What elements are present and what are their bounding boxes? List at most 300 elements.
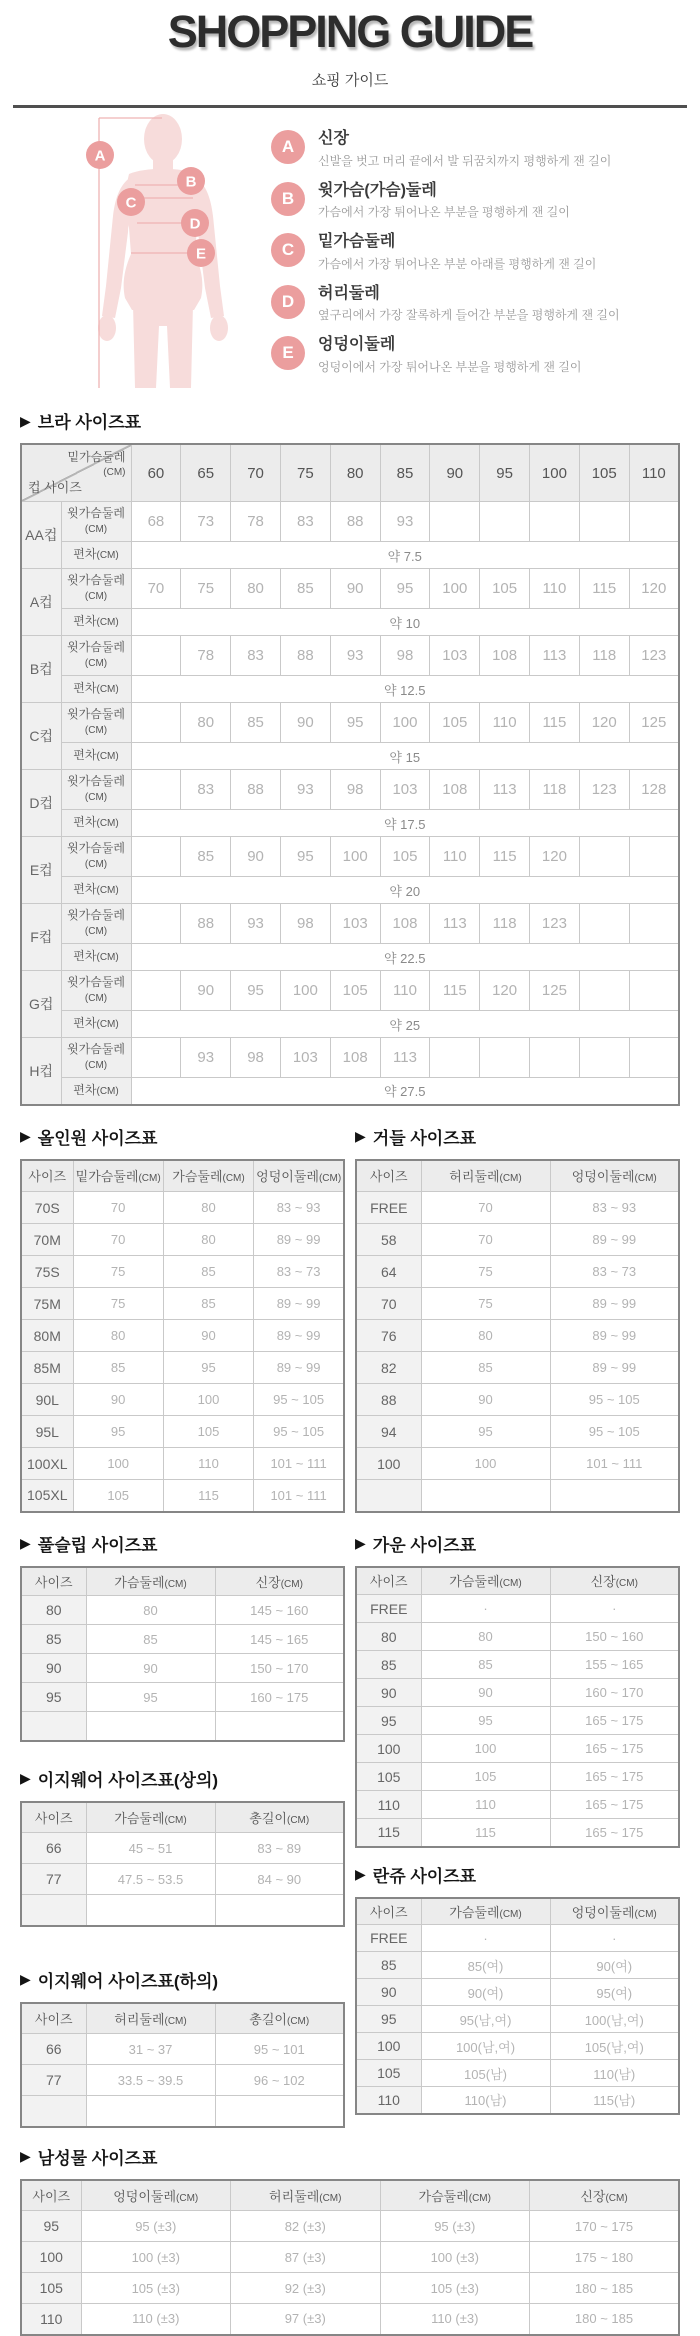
value-cell: 89 ~ 99 bbox=[254, 1352, 344, 1384]
section-heading-lanju: ▶ 란쥬 사이즈표 bbox=[355, 1866, 477, 1886]
value-cell: 45 ~ 51 bbox=[86, 1833, 215, 1864]
column-header: 신장(CM) bbox=[215, 1567, 344, 1596]
section-heading-easybottom: ▶ 이지웨어 사이즈표(하의) bbox=[20, 1971, 219, 1991]
table-row bbox=[21, 944, 679, 971]
unit-label: (CM) bbox=[96, 550, 119, 562]
value-cell: 88 bbox=[280, 636, 330, 676]
unit-label: (CM) bbox=[84, 792, 108, 804]
row-label-bust: 윗가슴둘레 (CM) bbox=[61, 636, 131, 676]
table-header-row bbox=[21, 1160, 344, 1192]
unit-label: (CM) bbox=[164, 1814, 187, 1826]
value-cell: 123 bbox=[629, 636, 679, 676]
measure-item-text bbox=[305, 336, 581, 375]
value-cell: 89 ~ 99 bbox=[254, 1288, 344, 1320]
value-cell bbox=[215, 1712, 344, 1741]
table-row bbox=[21, 609, 679, 636]
corner-header-cell bbox=[21, 444, 131, 502]
row-label-bust: 윗가슴둘레 (CM) bbox=[61, 1038, 131, 1078]
row-label-deviation: 편차(CM) bbox=[61, 676, 131, 703]
table-row bbox=[356, 1979, 679, 2006]
row-label-bust: 윗가슴둘레 (CM) bbox=[61, 502, 131, 542]
table-row bbox=[21, 1288, 344, 1320]
measure-item-text bbox=[305, 285, 620, 324]
value-cell: 31 ~ 37 bbox=[86, 2034, 215, 2065]
row-label-deviation: 편차(CM) bbox=[61, 944, 131, 971]
value-cell: 83 ~ 93 bbox=[550, 1192, 679, 1224]
column-header: 사이즈 bbox=[21, 1160, 73, 1192]
row-header-cell: 75S bbox=[21, 1256, 73, 1288]
value-cell: 110 bbox=[430, 837, 480, 877]
section-heading-gown: ▶ 가운 사이즈표 bbox=[355, 1535, 477, 1555]
value-cell: 95 bbox=[73, 1416, 163, 1448]
unit-label: (CM) bbox=[164, 1578, 187, 1590]
gown-size-table bbox=[355, 1566, 680, 1848]
table-row bbox=[21, 2034, 344, 2065]
value-cell: 120 bbox=[480, 971, 530, 1011]
table-row bbox=[21, 502, 679, 542]
value-cell bbox=[579, 1038, 629, 1078]
unit-label: (CM) bbox=[84, 524, 108, 536]
unit-label: (CM) bbox=[84, 993, 108, 1005]
value-cell: 98 bbox=[280, 904, 330, 944]
value-cell: 33.5 ~ 39.5 bbox=[86, 2065, 215, 2096]
row-header-cell: FREE bbox=[356, 1192, 421, 1224]
value-cell: 103 bbox=[330, 904, 380, 944]
value-cell: 180 ~ 185 bbox=[530, 2273, 680, 2304]
value-cell: 85(여) bbox=[421, 1952, 550, 1979]
value-cell: 100(남,여) bbox=[421, 2033, 550, 2060]
value-cell: 90 bbox=[86, 1654, 215, 1683]
mens-size-table bbox=[20, 2179, 680, 2336]
value-cell: 100 bbox=[430, 569, 480, 609]
value-cell: 98 bbox=[380, 636, 430, 676]
gown-section bbox=[355, 1531, 680, 1848]
allinone-section bbox=[20, 1124, 345, 1513]
value-cell bbox=[530, 1038, 580, 1078]
value-cell: 108 bbox=[330, 1038, 380, 1078]
easytop-size-table bbox=[20, 1801, 345, 1927]
value-cell: 118 bbox=[480, 904, 530, 944]
value-cell: 80 bbox=[86, 1596, 215, 1625]
measure-item-text bbox=[305, 233, 596, 272]
value-cell: 95 ~ 101 bbox=[215, 2034, 344, 2065]
value-cell: 145 ~ 165 bbox=[215, 1625, 344, 1654]
value-cell: 120 bbox=[579, 703, 629, 743]
measure-letter-badge: B bbox=[271, 182, 305, 216]
column-header: 엉덩이둘레(CM) bbox=[550, 1898, 679, 1925]
table-header-row bbox=[356, 1898, 679, 1925]
value-cell: 90 bbox=[163, 1320, 253, 1352]
deviation-cell: 약 10 bbox=[131, 609, 679, 636]
value-cell: 180 ~ 185 bbox=[530, 2304, 680, 2335]
row-header-cell: 105 bbox=[356, 1763, 421, 1791]
value-cell: 89 ~ 99 bbox=[550, 1288, 679, 1320]
unit-label: (CM) bbox=[280, 1578, 303, 1590]
easybottom-size-table bbox=[20, 2002, 345, 2128]
bra-size-table bbox=[20, 443, 680, 1106]
table-row bbox=[21, 2065, 344, 2096]
page-title: SHOPPING GUIDE bbox=[167, 6, 533, 57]
triangle-icon: ▶ bbox=[20, 1971, 31, 1987]
value-cell bbox=[550, 1480, 679, 1512]
row-header-cell: 58 bbox=[356, 1224, 421, 1256]
value-cell: 108 bbox=[380, 904, 430, 944]
row-header-cell: 80M bbox=[21, 1320, 73, 1352]
value-cell bbox=[629, 904, 679, 944]
row-header-cell: FREE bbox=[356, 1925, 421, 1952]
allinone-size-table bbox=[20, 1159, 345, 1513]
value-cell: 88 bbox=[330, 502, 380, 542]
table-row bbox=[21, 1895, 344, 1926]
row-header-cell: 95 bbox=[356, 1707, 421, 1735]
value-cell: 89 ~ 99 bbox=[254, 1224, 344, 1256]
value-cell: 115 bbox=[163, 1480, 253, 1512]
table-row bbox=[21, 542, 679, 569]
table-row bbox=[356, 1707, 679, 1735]
value-cell: 78 bbox=[231, 502, 281, 542]
measure-item-title: 밑가슴둘레 bbox=[318, 233, 396, 251]
value-cell: 85 bbox=[280, 569, 330, 609]
table-row bbox=[356, 1416, 679, 1448]
unit-label: (CM) bbox=[164, 2015, 187, 2027]
value-cell: 118 bbox=[579, 636, 629, 676]
table-row bbox=[356, 1595, 679, 1623]
value-cell: 101 ~ 111 bbox=[254, 1480, 344, 1512]
measure-item-desc: 엉덩이에서 가장 튀어나온 부분을 평행하게 잰 길이 bbox=[318, 359, 582, 374]
unit-label: (CM) bbox=[84, 926, 108, 938]
value-cell: 80 bbox=[163, 1224, 253, 1256]
row-header-cell: 90 bbox=[356, 1979, 421, 2006]
row-header-cell: 85 bbox=[356, 1651, 421, 1679]
table-row bbox=[356, 2087, 679, 2114]
row-label-deviation: 편차(CM) bbox=[61, 877, 131, 904]
deviation-cell: 약 12.5 bbox=[131, 676, 679, 703]
value-cell: 97 (±3) bbox=[231, 2304, 381, 2335]
value-cell: 95 bbox=[380, 569, 430, 609]
value-cell: 85 bbox=[421, 1651, 550, 1679]
value-cell bbox=[215, 1895, 344, 1926]
value-cell: 115 bbox=[530, 703, 580, 743]
value-cell: 80 bbox=[181, 703, 231, 743]
band-size-header: 65 bbox=[181, 444, 231, 502]
deviation-cell: 약 25 bbox=[131, 1011, 679, 1038]
column-header: 엉덩이둘레(CM) bbox=[254, 1160, 344, 1192]
value-cell: 100 bbox=[280, 971, 330, 1011]
value-cell: 145 ~ 160 bbox=[215, 1596, 344, 1625]
value-cell: 95 bbox=[163, 1352, 253, 1384]
value-cell: 75 bbox=[73, 1256, 163, 1288]
row-header-cell: 66 bbox=[21, 1833, 86, 1864]
unit-label: (CM) bbox=[96, 1019, 119, 1031]
corner-label-underbust: 밑가슴둘레 (CM) bbox=[67, 450, 126, 479]
table-row bbox=[356, 1791, 679, 1819]
row-label-bust: 윗가슴둘레 (CM) bbox=[61, 904, 131, 944]
column-header: 사이즈 bbox=[21, 2003, 86, 2034]
row-header-cell bbox=[356, 1480, 421, 1512]
measure-item-title: 윗가슴(가슴)둘레 bbox=[318, 181, 437, 199]
unit-label: (CM) bbox=[615, 1578, 638, 1590]
table-row bbox=[356, 1288, 679, 1320]
value-cell bbox=[215, 2096, 344, 2127]
column-header: 가슴둘레(CM) bbox=[421, 1898, 550, 1925]
table-row bbox=[21, 1625, 344, 1654]
table-row bbox=[356, 2033, 679, 2060]
row-label-bust: 윗가슴둘레 (CM) bbox=[61, 703, 131, 743]
value-cell bbox=[629, 502, 679, 542]
value-cell: 70 bbox=[421, 1192, 550, 1224]
column-header: 엉덩이둘레(CM) bbox=[550, 1160, 679, 1192]
measure-item-title: 신장 bbox=[318, 130, 349, 147]
unit-label: (CM) bbox=[222, 1173, 245, 1185]
measure-letter-badge: D bbox=[271, 285, 305, 319]
column-header: 가슴둘레(CM) bbox=[86, 1567, 215, 1596]
triangle-icon: ▶ bbox=[20, 1128, 31, 1144]
value-cell: 82 (±3) bbox=[231, 2211, 381, 2242]
unit-label: (CM) bbox=[96, 952, 119, 964]
row-header-cell: 80 bbox=[356, 1623, 421, 1651]
figure-letter-b: B bbox=[185, 173, 197, 191]
column-header: 가슴둘레(CM) bbox=[421, 1567, 550, 1595]
value-cell: 105 bbox=[73, 1480, 163, 1512]
easywear-top-section bbox=[20, 1766, 345, 1927]
value-cell: 113 bbox=[480, 770, 530, 810]
value-cell: 95 bbox=[421, 1416, 550, 1448]
measure-item-title: 엉덩이둘레 bbox=[318, 336, 396, 354]
value-cell bbox=[131, 770, 181, 810]
table-row bbox=[21, 676, 679, 703]
value-cell: 113 bbox=[530, 636, 580, 676]
value-cell: 85 bbox=[181, 837, 231, 877]
value-cell: 90 bbox=[73, 1384, 163, 1416]
lanju-section bbox=[355, 1862, 680, 2115]
value-cell: 89 ~ 99 bbox=[550, 1224, 679, 1256]
triangle-icon: ▶ bbox=[20, 1770, 31, 1786]
table-header-row bbox=[21, 1567, 344, 1596]
value-cell: 95 (±3) bbox=[380, 2211, 530, 2242]
table-row bbox=[21, 1480, 344, 1512]
table-row bbox=[21, 1011, 679, 1038]
row-allinone-girdle bbox=[20, 1124, 680, 1513]
mens-section-wrap bbox=[20, 2144, 680, 2336]
fullslip-size-table bbox=[20, 1566, 345, 1742]
value-cell: 47.5 ~ 53.5 bbox=[86, 1864, 215, 1895]
value-cell: 92 (±3) bbox=[231, 2273, 381, 2304]
measure-letter-badge: E bbox=[271, 336, 305, 370]
row-label-bust: 윗가슴둘레 (CM) bbox=[61, 770, 131, 810]
measure-item-c bbox=[271, 233, 684, 272]
value-cell bbox=[579, 502, 629, 542]
unit-label: (CM) bbox=[96, 751, 119, 763]
value-cell: 115 bbox=[421, 1819, 550, 1847]
value-cell: 83 ~ 93 bbox=[254, 1192, 344, 1224]
easywear-bottom-section bbox=[20, 1967, 345, 2128]
unit-label: (CM) bbox=[96, 885, 119, 897]
table-header-row bbox=[21, 1802, 344, 1833]
value-cell: 113 bbox=[380, 1038, 430, 1078]
row-header-cell: 88 bbox=[356, 1384, 421, 1416]
value-cell: 150 ~ 160 bbox=[550, 1623, 679, 1651]
row-header-cell: 95 bbox=[21, 2211, 81, 2242]
value-cell bbox=[131, 1038, 181, 1078]
table-row bbox=[21, 1224, 344, 1256]
unit-label: (CM) bbox=[84, 658, 108, 670]
measure-item-title: 허리둘레 bbox=[318, 284, 380, 302]
unit-label: (CM) bbox=[96, 818, 119, 830]
measure-letter-badge: C bbox=[271, 233, 305, 267]
value-cell: 89 ~ 99 bbox=[550, 1320, 679, 1352]
column-header: 신장(CM) bbox=[530, 2180, 680, 2211]
column-header: 허리둘레(CM) bbox=[86, 2003, 215, 2034]
row-header-cell: 76 bbox=[356, 1320, 421, 1352]
value-cell: 80 bbox=[163, 1192, 253, 1224]
measure-item-desc: 신발을 벗고 머리 끝에서 발 뒤꿈치까지 평행하게 잰 길이 bbox=[318, 153, 612, 168]
value-cell: 95 ~ 105 bbox=[254, 1416, 344, 1448]
row-header-cell: 85 bbox=[21, 1625, 86, 1654]
lanju-size-table bbox=[355, 1897, 680, 2115]
value-cell bbox=[131, 971, 181, 1011]
row-header-cell: 85 bbox=[356, 1952, 421, 1979]
value-cell: · bbox=[421, 1595, 550, 1623]
value-cell: 115 bbox=[579, 569, 629, 609]
value-cell: 90 bbox=[330, 569, 380, 609]
value-cell: 95 bbox=[330, 703, 380, 743]
column-header: 사이즈 bbox=[356, 1567, 421, 1595]
column-header: 총길이(CM) bbox=[215, 2003, 344, 2034]
value-cell: 100 bbox=[421, 1448, 550, 1480]
value-cell: 88 bbox=[181, 904, 231, 944]
unit-label: (CM) bbox=[176, 2192, 199, 2204]
value-cell: 110 bbox=[421, 1791, 550, 1819]
value-cell: 85 bbox=[73, 1352, 163, 1384]
table-row bbox=[21, 1864, 344, 1895]
section-heading-easytop: ▶ 이지웨어 사이즈표(상의) bbox=[20, 1770, 219, 1790]
row-header-cell: 90 bbox=[21, 1654, 86, 1683]
unit-label: (CM) bbox=[84, 1060, 108, 1072]
value-cell: 95 bbox=[86, 1683, 215, 1712]
value-cell bbox=[629, 1038, 679, 1078]
table-row bbox=[21, 743, 679, 770]
value-cell bbox=[86, 1895, 215, 1926]
triangle-icon: ▶ bbox=[355, 1535, 366, 1551]
value-cell: 108 bbox=[430, 770, 480, 810]
unit-label: (CM) bbox=[319, 2192, 342, 2204]
value-cell: 73 bbox=[181, 502, 231, 542]
value-cell: 118 bbox=[530, 770, 580, 810]
table-row bbox=[21, 837, 679, 877]
table-row bbox=[21, 1320, 344, 1352]
value-cell: 83 ~ 89 bbox=[215, 1833, 344, 1864]
table-row bbox=[21, 2273, 679, 2304]
cup-name-cell: H컵 bbox=[21, 1038, 61, 1105]
table-row bbox=[21, 2242, 679, 2273]
measurement-diagram bbox=[0, 108, 700, 394]
table-row bbox=[356, 1763, 679, 1791]
row-header-cell: 95L bbox=[21, 1416, 73, 1448]
table-row bbox=[21, 1256, 344, 1288]
value-cell: 110 bbox=[530, 569, 580, 609]
value-cell: 93 bbox=[181, 1038, 231, 1078]
row-header-cell: 77 bbox=[21, 1864, 86, 1895]
section-heading-mens: ▶ 남성물 사이즈표 bbox=[20, 2148, 158, 2168]
value-cell: 113 bbox=[430, 904, 480, 944]
value-cell: 70 bbox=[131, 569, 181, 609]
unit-label: (CM) bbox=[605, 2192, 628, 2204]
unit-label: (CM) bbox=[96, 684, 119, 696]
value-cell: 100 bbox=[380, 703, 430, 743]
value-cell bbox=[530, 502, 580, 542]
table-row bbox=[356, 1651, 679, 1679]
column-header: 사이즈 bbox=[21, 1567, 86, 1596]
unit-label: (CM) bbox=[499, 1173, 522, 1185]
value-cell: 103 bbox=[430, 636, 480, 676]
table-row bbox=[356, 1384, 679, 1416]
table-row bbox=[356, 1623, 679, 1651]
row-header-cell: 66 bbox=[21, 2034, 86, 2065]
band-size-header: 80 bbox=[330, 444, 380, 502]
column-header: 신장(CM) bbox=[550, 1567, 679, 1595]
page-subtitle: 쇼핑 가이드 bbox=[311, 72, 389, 89]
row-header-cell: 110 bbox=[21, 2304, 81, 2335]
measure-item-d bbox=[271, 285, 684, 324]
girdle-size-table bbox=[355, 1159, 680, 1513]
table-header-row bbox=[21, 444, 679, 502]
value-cell: 105 (±3) bbox=[380, 2273, 530, 2304]
value-cell: 89 ~ 99 bbox=[550, 1352, 679, 1384]
value-cell: 88 bbox=[231, 770, 281, 810]
band-size-header: 105 bbox=[579, 444, 629, 502]
row-header-cell: 100 bbox=[21, 2242, 81, 2273]
measure-letter-badge: A bbox=[271, 130, 305, 164]
row-slip-gown bbox=[20, 1531, 680, 2128]
unit-label: (CM) bbox=[499, 1908, 522, 1920]
value-cell: 96 ~ 102 bbox=[215, 2065, 344, 2096]
value-cell: 115 bbox=[430, 971, 480, 1011]
row-header-cell: 100XL bbox=[21, 1448, 73, 1480]
value-cell: 95 bbox=[421, 1707, 550, 1735]
band-size-header: 100 bbox=[530, 444, 580, 502]
row-header-cell: 75M bbox=[21, 1288, 73, 1320]
unit-label: (CM) bbox=[103, 467, 126, 479]
value-cell: 100 bbox=[163, 1384, 253, 1416]
row-header-cell: 70 bbox=[356, 1288, 421, 1320]
value-cell: 110 bbox=[380, 971, 430, 1011]
value-cell: 165 ~ 175 bbox=[550, 1791, 679, 1819]
value-cell: 80 bbox=[73, 1320, 163, 1352]
value-cell: 120 bbox=[629, 569, 679, 609]
column-header: 허리둘레(CM) bbox=[421, 1160, 550, 1192]
table-row bbox=[21, 1352, 344, 1384]
unit-label: (CM) bbox=[96, 1086, 119, 1097]
value-cell: 101 ~ 111 bbox=[550, 1448, 679, 1480]
value-cell: 165 ~ 175 bbox=[550, 1735, 679, 1763]
row-header-cell bbox=[21, 2096, 86, 2127]
cup-name-cell: C컵 bbox=[21, 703, 61, 770]
value-cell: 105 bbox=[480, 569, 530, 609]
row-header-cell: 115 bbox=[356, 1819, 421, 1847]
cup-name-cell: B컵 bbox=[21, 636, 61, 703]
value-cell: 103 bbox=[380, 770, 430, 810]
value-cell bbox=[579, 971, 629, 1011]
value-cell: 90(여) bbox=[421, 1979, 550, 2006]
cup-name-cell: F컵 bbox=[21, 904, 61, 971]
value-cell: 70 bbox=[73, 1192, 163, 1224]
measure-item-desc: 가슴에서 가장 튀어나온 부분 아래를 평행하게 잰 길이 bbox=[318, 256, 597, 271]
table-row bbox=[356, 1925, 679, 1952]
value-cell: 160 ~ 170 bbox=[550, 1679, 679, 1707]
section-heading-allinone: ▶ 올인원 사이즈표 bbox=[20, 1128, 158, 1148]
value-cell: · bbox=[421, 1925, 550, 1952]
band-size-header: 85 bbox=[380, 444, 430, 502]
